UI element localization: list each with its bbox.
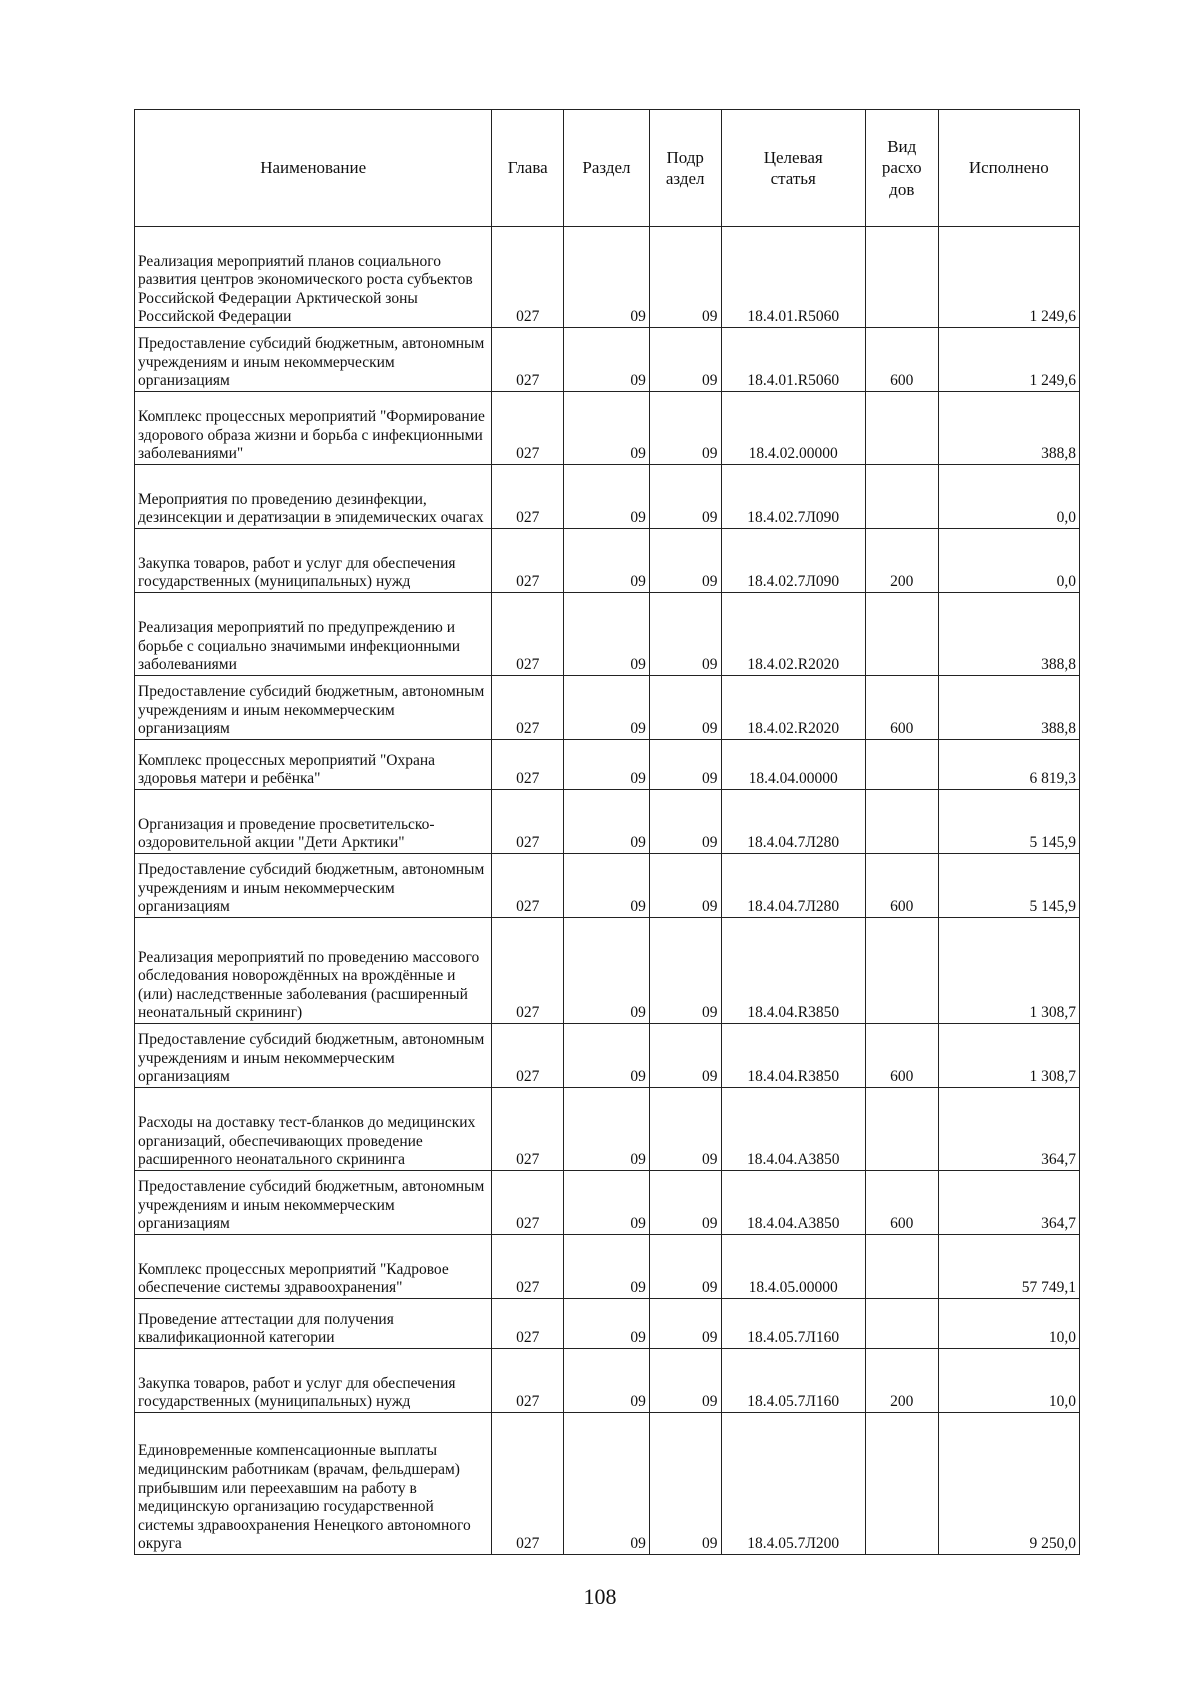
cell-podrazdel: 09 xyxy=(649,465,721,529)
table-row xyxy=(135,854,1080,918)
cell-podrazdel: 09 xyxy=(649,392,721,465)
cell-razdel: 09 xyxy=(564,1349,650,1413)
cell-glava: 027 xyxy=(492,1024,564,1088)
cell-name: Закупка товаров, работ и услуг для обеспечения государственных (муниципальных) нужд xyxy=(135,1349,492,1413)
cell-glava: 027 xyxy=(492,918,564,1024)
cell-razdel: 09 xyxy=(564,392,650,465)
cell-glava: 027 xyxy=(492,1088,564,1171)
cell-vid xyxy=(865,227,938,328)
cell-target: 18.4.01.R5060 xyxy=(721,227,865,328)
cell-podrazdel: 09 xyxy=(649,1088,721,1171)
cell-podrazdel: 09 xyxy=(649,1024,721,1088)
table-row xyxy=(135,1088,1080,1171)
cell-glava: 027 xyxy=(492,740,564,790)
cell-name: Расходы на доставку тест-бланков до медицинских организаций, обеспечивающих проведение расширенного неонатального скрининга xyxy=(135,1088,492,1171)
cell-vid xyxy=(865,1413,938,1555)
cell-executed: 388,8 xyxy=(938,676,1079,740)
table-row xyxy=(135,1349,1080,1413)
cell-executed: 1 249,6 xyxy=(938,227,1079,328)
cell-glava: 027 xyxy=(492,328,564,392)
cell-name: Предоставление субсидий бюджетным, автономным учреждениям и иным некоммерческим организациям xyxy=(135,1171,492,1235)
cell-vid xyxy=(865,790,938,854)
table-row xyxy=(135,593,1080,676)
cell-glava: 027 xyxy=(492,465,564,529)
cell-executed: 5 145,9 xyxy=(938,790,1079,854)
table-row xyxy=(135,1235,1080,1299)
cell-razdel: 09 xyxy=(564,529,650,593)
cell-razdel: 09 xyxy=(564,227,650,328)
cell-vid: 600 xyxy=(865,1024,938,1088)
cell-glava: 027 xyxy=(492,854,564,918)
header-target: Целевая статья xyxy=(721,110,865,227)
cell-razdel: 09 xyxy=(564,1171,650,1235)
cell-target: 18.4.04.R3850 xyxy=(721,918,865,1024)
cell-razdel: 09 xyxy=(564,593,650,676)
cell-podrazdel: 09 xyxy=(649,1235,721,1299)
cell-executed: 1 249,6 xyxy=(938,328,1079,392)
header-glava: Глава xyxy=(492,110,564,227)
cell-target: 18.4.04.00000 xyxy=(721,740,865,790)
table-row xyxy=(135,918,1080,1024)
cell-target: 18.4.05.7Л160 xyxy=(721,1349,865,1413)
cell-vid: 200 xyxy=(865,1349,938,1413)
cell-executed: 1 308,7 xyxy=(938,918,1079,1024)
cell-name: Закупка товаров, работ и услуг для обеспечения государственных (муниципальных) нужд xyxy=(135,529,492,593)
table-row xyxy=(135,676,1080,740)
cell-podrazdel: 09 xyxy=(649,790,721,854)
cell-razdel: 09 xyxy=(564,1413,650,1555)
cell-target: 18.4.01.R5060 xyxy=(721,328,865,392)
cell-glava: 027 xyxy=(492,1299,564,1349)
cell-vid xyxy=(865,740,938,790)
cell-name: Комплекс процессных мероприятий "Охрана здоровья матери и ребёнка" xyxy=(135,740,492,790)
cell-glava: 027 xyxy=(492,790,564,854)
cell-podrazdel: 09 xyxy=(649,1299,721,1349)
cell-name: Комплекс процессных мероприятий "Кадровое обеспечение системы здравоохранения" xyxy=(135,1235,492,1299)
cell-podrazdel: 09 xyxy=(649,529,721,593)
table-row xyxy=(135,1024,1080,1088)
cell-executed: 0,0 xyxy=(938,529,1079,593)
cell-executed: 5 145,9 xyxy=(938,854,1079,918)
cell-name: Единовременные компенсационные выплаты медицинским работникам (врачам, фельдшерам) прибывшим или переехавшим на работу в медицинскую организацию государственной системы здравоохранения Ненецкого автономного округа xyxy=(135,1413,492,1555)
cell-podrazdel: 09 xyxy=(649,593,721,676)
cell-glava: 027 xyxy=(492,593,564,676)
cell-target: 18.4.04.А3850 xyxy=(721,1171,865,1235)
cell-target: 18.4.04.А3850 xyxy=(721,1088,865,1171)
cell-name: Организация и проведение просветительско-оздоровительной акции "Дети Арктики" xyxy=(135,790,492,854)
cell-target: 18.4.04.R3850 xyxy=(721,1024,865,1088)
cell-target: 18.4.02.00000 xyxy=(721,392,865,465)
cell-executed: 10,0 xyxy=(938,1299,1079,1349)
cell-target: 18.4.02.R2020 xyxy=(721,676,865,740)
cell-podrazdel: 09 xyxy=(649,328,721,392)
table-row xyxy=(135,790,1080,854)
cell-razdel: 09 xyxy=(564,676,650,740)
cell-target: 18.4.04.7Л280 xyxy=(721,854,865,918)
table-row xyxy=(135,1413,1080,1555)
cell-razdel: 09 xyxy=(564,1088,650,1171)
table-row xyxy=(135,1299,1080,1349)
cell-name: Предоставление субсидий бюджетным, автономным учреждениям и иным некоммерческим организациям xyxy=(135,328,492,392)
cell-vid: 600 xyxy=(865,676,938,740)
cell-target: 18.4.02.7Л090 xyxy=(721,529,865,593)
cell-podrazdel: 09 xyxy=(649,1171,721,1235)
table-row xyxy=(135,328,1080,392)
cell-vid xyxy=(865,392,938,465)
cell-target: 18.4.05.7Л200 xyxy=(721,1413,865,1555)
cell-name: Предоставление субсидий бюджетным, автономным учреждениям и иным некоммерческим организациям xyxy=(135,676,492,740)
cell-glava: 027 xyxy=(492,529,564,593)
cell-target: 18.4.02.7Л090 xyxy=(721,465,865,529)
cell-razdel: 09 xyxy=(564,465,650,529)
cell-vid: 600 xyxy=(865,1171,938,1235)
cell-target: 18.4.05.7Л160 xyxy=(721,1299,865,1349)
cell-vid xyxy=(865,1088,938,1171)
cell-vid xyxy=(865,593,938,676)
cell-vid: 600 xyxy=(865,328,938,392)
cell-target: 18.4.04.7Л280 xyxy=(721,790,865,854)
cell-razdel: 09 xyxy=(564,854,650,918)
header-vid: Вид расхо дов xyxy=(865,110,938,227)
cell-podrazdel: 09 xyxy=(649,854,721,918)
cell-razdel: 09 xyxy=(564,790,650,854)
cell-podrazdel: 09 xyxy=(649,740,721,790)
cell-name: Предоставление субсидий бюджетным, автономным учреждениям и иным некоммерческим организациям xyxy=(135,1024,492,1088)
cell-glava: 027 xyxy=(492,392,564,465)
cell-name: Проведение аттестации для получения квалификационной категории xyxy=(135,1299,492,1349)
cell-glava: 027 xyxy=(492,1235,564,1299)
table-row xyxy=(135,227,1080,328)
cell-razdel: 09 xyxy=(564,1235,650,1299)
cell-razdel: 09 xyxy=(564,1299,650,1349)
cell-razdel: 09 xyxy=(564,740,650,790)
table-row xyxy=(135,465,1080,529)
cell-target: 18.4.05.00000 xyxy=(721,1235,865,1299)
budget-table xyxy=(134,109,1080,1555)
header-name: Наименование xyxy=(135,110,492,227)
cell-glava: 027 xyxy=(492,1413,564,1555)
cell-podrazdel: 09 xyxy=(649,918,721,1024)
cell-vid xyxy=(865,465,938,529)
cell-glava: 027 xyxy=(492,1349,564,1413)
cell-vid: 600 xyxy=(865,854,938,918)
cell-name: Реализация мероприятий планов социального развития центров экономического роста субъектов Российской Федерации Арктической зоны Российской Федерации xyxy=(135,227,492,328)
table-row xyxy=(135,740,1080,790)
cell-vid xyxy=(865,1235,938,1299)
cell-glava: 027 xyxy=(492,1171,564,1235)
cell-podrazdel: 09 xyxy=(649,676,721,740)
cell-name: Комплекс процессных мероприятий "Формирование здорового образа жизни и борьба с инфекционными заболеваниями" xyxy=(135,392,492,465)
cell-executed: 57 749,1 xyxy=(938,1235,1079,1299)
cell-executed: 0,0 xyxy=(938,465,1079,529)
cell-name: Реализация мероприятий по предупреждению и борьбе с социально значимыми инфекционными заболеваниями xyxy=(135,593,492,676)
cell-executed: 388,8 xyxy=(938,392,1079,465)
cell-executed: 10,0 xyxy=(938,1349,1079,1413)
cell-podrazdel: 09 xyxy=(649,227,721,328)
cell-executed: 1 308,7 xyxy=(938,1024,1079,1088)
cell-name: Реализация мероприятий по проведению массового обследования новорождённых на врождённые и (или) наследственные заболевания (расширенный неонатальный скрининг) xyxy=(135,918,492,1024)
cell-target: 18.4.02.R2020 xyxy=(721,593,865,676)
header-podrazdel: Подр аздел xyxy=(649,110,721,227)
cell-glava: 027 xyxy=(492,676,564,740)
cell-executed: 364,7 xyxy=(938,1088,1079,1171)
table-row xyxy=(135,392,1080,465)
page-number: 108 xyxy=(583,1584,617,1609)
cell-razdel: 09 xyxy=(564,918,650,1024)
cell-podrazdel: 09 xyxy=(649,1349,721,1413)
table-row xyxy=(135,1171,1080,1235)
cell-razdel: 09 xyxy=(564,328,650,392)
cell-podrazdel: 09 xyxy=(649,1413,721,1555)
cell-vid: 200 xyxy=(865,529,938,593)
cell-executed: 388,8 xyxy=(938,593,1079,676)
cell-razdel: 09 xyxy=(564,1024,650,1088)
cell-executed: 6 819,3 xyxy=(938,740,1079,790)
header-executed: Исполнено xyxy=(938,110,1079,227)
cell-name: Мероприятия по проведению дезинфекции, дезинсекции и дератизации в эпидемических очагах xyxy=(135,465,492,529)
cell-vid xyxy=(865,918,938,1024)
table-header-row xyxy=(135,110,1080,227)
cell-vid xyxy=(865,1299,938,1349)
cell-name: Предоставление субсидий бюджетным, автономным учреждениям и иным некоммерческим организациям xyxy=(135,854,492,918)
cell-executed: 9 250,0 xyxy=(938,1413,1079,1555)
cell-executed: 364,7 xyxy=(938,1171,1079,1235)
cell-glava: 027 xyxy=(492,227,564,328)
table-row xyxy=(135,529,1080,593)
header-razdel: Раздел xyxy=(564,110,650,227)
